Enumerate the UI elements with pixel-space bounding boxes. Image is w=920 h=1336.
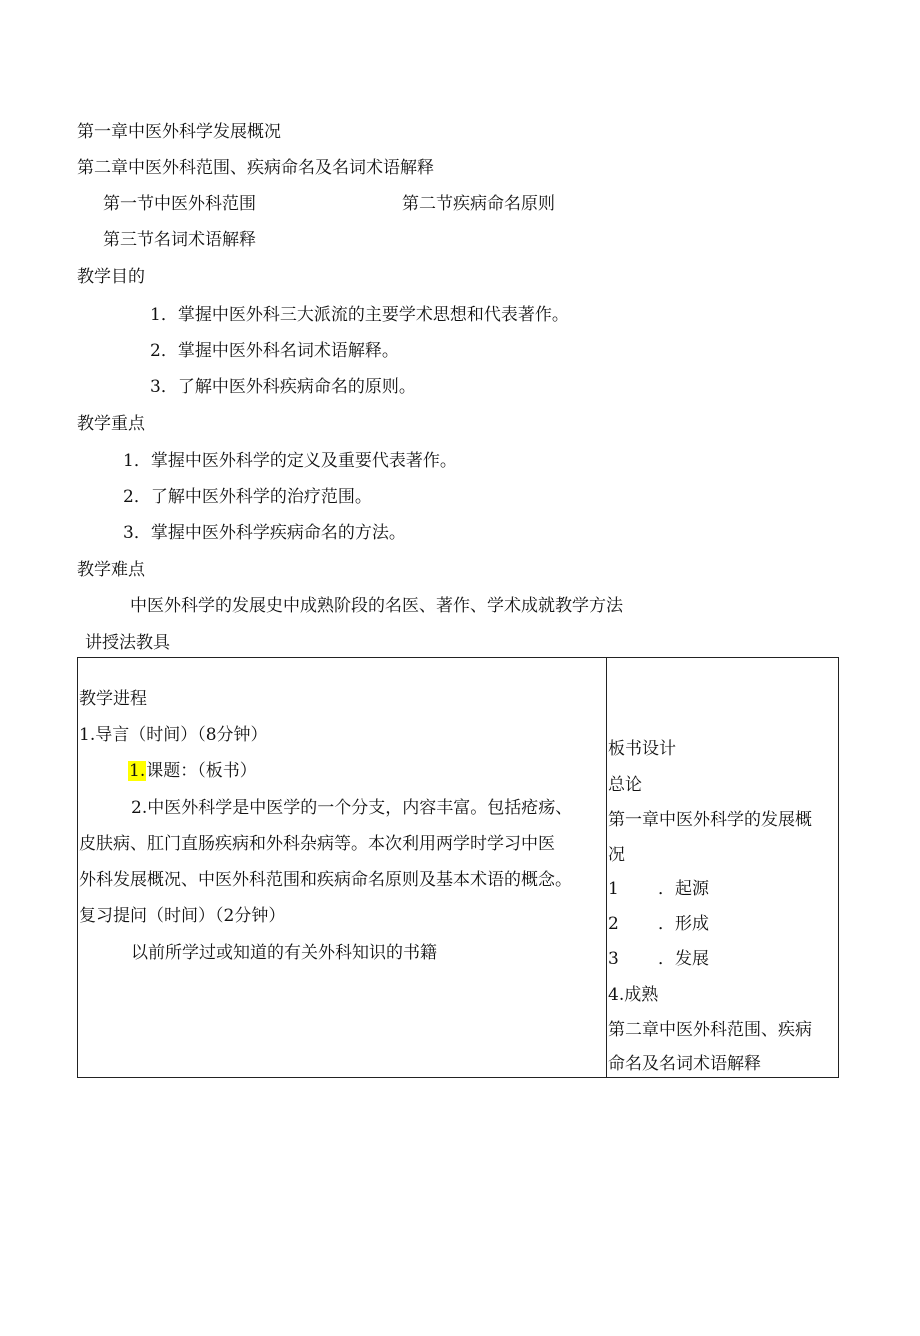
- objective-item: 3．了解中医外科疾病命名的原则。: [150, 377, 416, 397]
- key-point-item: 3．掌握中医外科学疾病命名的方法。: [123, 523, 406, 543]
- intro-line: 1.导言（时间）（8分钟）: [79, 725, 268, 745]
- question-line: 以前所学过或知道的有关外科知识的书籍: [131, 943, 437, 963]
- board-line: 第二章中医外科范围、疾病: [608, 1020, 812, 1040]
- lesson-table: [77, 657, 839, 1078]
- section2-title: 第二节疾病命名原则: [402, 194, 555, 214]
- board-line: 总论: [608, 775, 642, 795]
- paragraph-line: 2.中医外科学是中医学的一个分支，内容丰富。包括疮疡、: [131, 798, 573, 818]
- board-line: 况: [608, 845, 625, 865]
- section1-title: 第一节中医外科范围: [103, 194, 256, 214]
- key-point-item: 2．了解中医外科学的治疗范围。: [123, 487, 372, 507]
- section3-title: 第三节名词术语解释: [103, 230, 256, 250]
- paragraph-line: 皮肤病、肛门直肠疾病和外科杂病等。本次利用两学时学习中医: [79, 834, 555, 854]
- process-heading: 教学进程: [79, 689, 147, 709]
- topic-line: [128, 760, 257, 782]
- board-heading: 板书设计: [608, 739, 676, 759]
- teaching-methods: 讲授法教具: [85, 633, 170, 653]
- board-list-number: 2: [608, 914, 619, 934]
- difficulties-heading: 教学难点: [77, 560, 145, 580]
- key-point-item: 1．掌握中医外科学的定义及重要代表著作。: [123, 451, 457, 471]
- objective-item: 2．掌握中医外科名词术语解释。: [150, 341, 399, 361]
- table-column-divider: [606, 657, 607, 1078]
- board-line: 4.成熟: [608, 985, 659, 1005]
- board-line: 命名及名词术语解释: [608, 1054, 761, 1074]
- objective-item: 1．掌握中医外科三大派流的主要学术思想和代表著作。: [150, 305, 569, 325]
- board-line: 第一章中医外科学的发展概: [608, 810, 812, 830]
- highlighted-number: 1.: [129, 761, 146, 781]
- chapter2-title: 第二章中医外科范围、疾病命名及名词术语解释: [77, 158, 434, 178]
- paragraph-line: 外科发展概况、中医外科范围和疾病命名原则及基本术语的概念。: [79, 870, 572, 890]
- difficulties-text: 中医外科学的发展史中成熟阶段的名医、著作、学术成就教学方法: [130, 596, 623, 616]
- key-points-heading: 教学重点: [77, 414, 145, 434]
- board-list-text: ．形成: [658, 914, 709, 934]
- board-list-text: ．发展: [658, 949, 709, 969]
- board-list-text: ．起源: [658, 879, 709, 899]
- board-list-number: 1: [608, 879, 619, 899]
- review-line: 复习提问（时间）（2分钟）: [79, 906, 286, 926]
- objectives-heading: 教学目的: [77, 267, 145, 287]
- board-list-number: 3: [608, 949, 619, 969]
- topic-text: 课题：（板书）: [146, 761, 257, 781]
- chapter1-title: 第一章中医外科学发展概况: [77, 122, 281, 142]
